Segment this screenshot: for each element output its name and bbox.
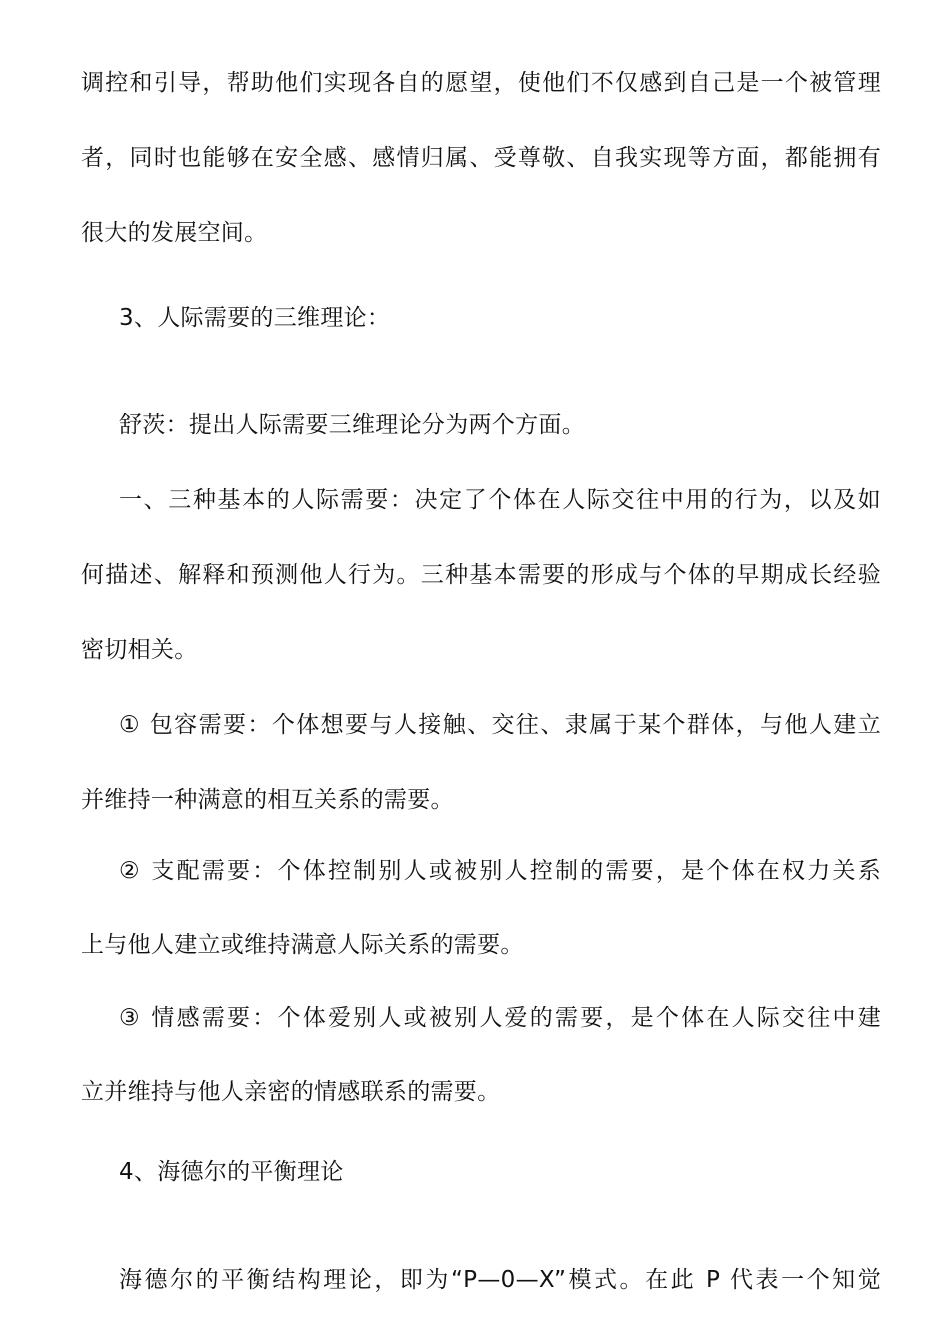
paragraph-line: 一、三种基本的人际需要：决定了个体在人际交往中用的行为，以及如 <box>119 487 881 513</box>
paragraph-line: 并维持一种满意的相互关系的需要。 <box>81 787 454 813</box>
paragraph-line: 很大的发展空间。 <box>81 220 268 246</box>
section-heading: 4、海德尔的平衡理论 <box>119 1159 344 1185</box>
paragraph-line: 上与他人建立或维持满意人际关系的需要。 <box>81 932 524 958</box>
paragraph-line: 立并维持与他人亲密的情感联系的需要。 <box>81 1079 501 1105</box>
paragraph-line: 者，同时也能够在安全感、感情归属、受尊敬、自我实现等方面，都能拥有 <box>81 145 881 171</box>
list-item: ② 支配需要：个体控制别人或被别人控制的需要，是个体在权力关系 <box>119 858 881 884</box>
section-heading: 3、人际需要的三维理论： <box>119 305 391 331</box>
paragraph-line: 海德尔的平衡结构理论，即为“P—0—X”模式。在此 P 代表一个知觉 <box>119 1267 881 1293</box>
list-item: ① 包容需要：个体想要与人接触、交往、隶属于某个群体，与他人建立 <box>119 712 881 738</box>
paragraph-line: 密切相关。 <box>81 637 198 663</box>
list-item: ③ 情感需要：个体爱别人或被别人爱的需要，是个体在人际交往中建 <box>119 1005 881 1031</box>
paragraph-line: 舒茨：提出人际需要三维理论分为两个方面。 <box>119 412 585 438</box>
paragraph-line: 何描述、解释和预测他人行为。三种基本需要的形成与个体的早期成长经验 <box>81 562 881 588</box>
paragraph-line: 调控和引导，帮助他们实现各自的愿望，使他们不仅感到自己是一个被管理 <box>81 70 881 96</box>
